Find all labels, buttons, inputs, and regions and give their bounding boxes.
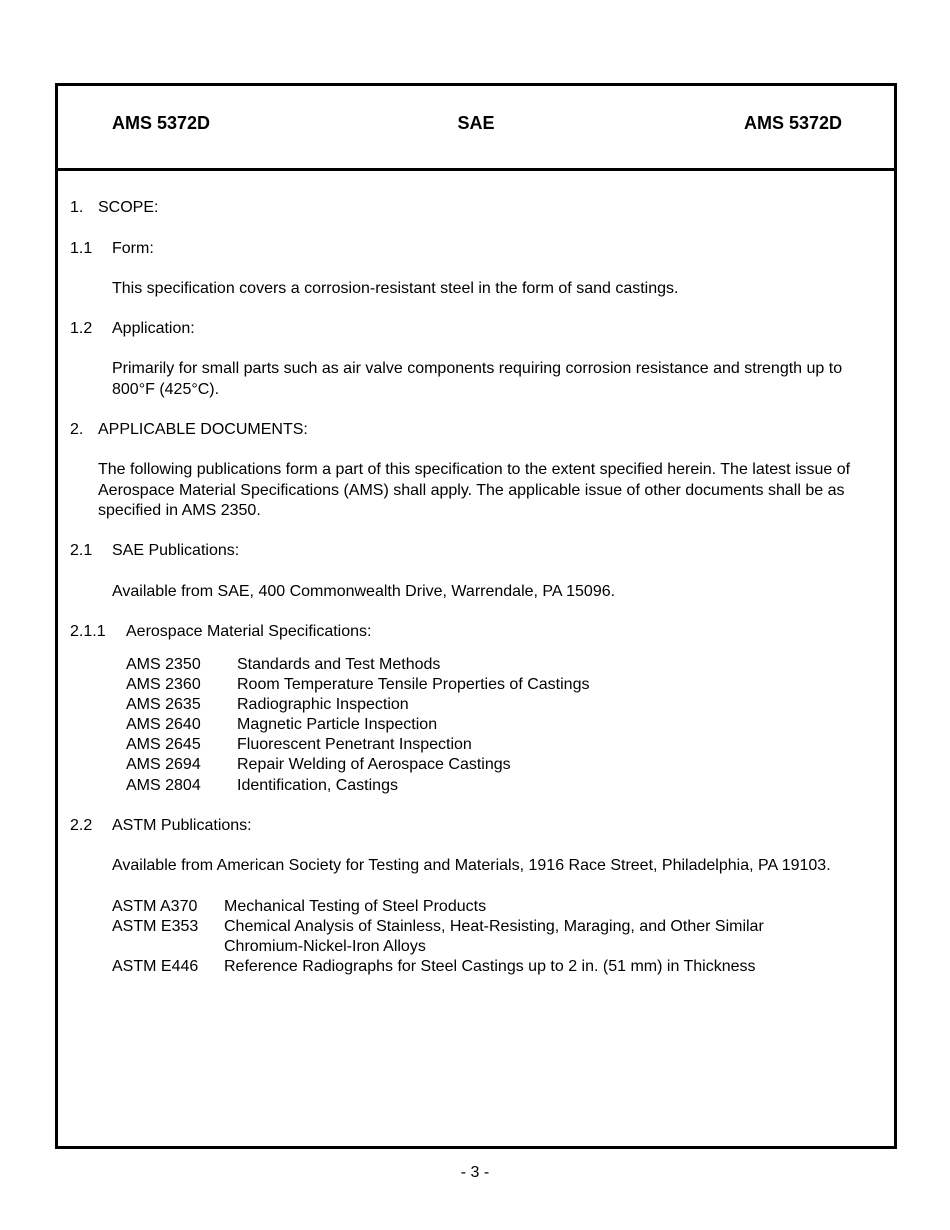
- header-doc-number-left: AMS 5372D: [112, 113, 211, 133]
- doc-title: Mechanical Testing of Steel Products: [224, 898, 487, 915]
- doc-code: AMS 2694: [126, 756, 201, 773]
- paragraph: Primarily for small parts such as air valve components requiring corrosion resistance and strength up to 800°F (425°C).: [112, 360, 843, 398]
- doc-title: Magnetic Particle Inspection: [237, 716, 438, 733]
- subsection-number: 1.1: [70, 240, 93, 257]
- doc-title: Fluorescent Penetrant Inspection: [237, 736, 472, 753]
- doc-title: Identification, Castings: [237, 777, 398, 794]
- header-doc-number-right: AMS 5372D: [743, 113, 842, 133]
- section-number: 2.: [70, 421, 84, 438]
- doc-code: AMS 2360: [126, 676, 201, 693]
- subsection-number: 2.1.1: [70, 623, 106, 640]
- doc-code: AMS 2804: [126, 777, 201, 794]
- doc-code: AMS 2645: [126, 736, 201, 753]
- doc-code: AMS 2635: [126, 696, 201, 713]
- paragraph: Available from American Society for Testing and Materials, 1916 Race Street, Philadelphia, PA 19103.: [112, 857, 831, 874]
- section-heading: APPLICABLE DOCUMENTS:: [98, 421, 308, 438]
- page-frame: [55, 83, 897, 1149]
- subsection-title: Aerospace Material Specifications:: [126, 623, 372, 640]
- doc-title: Standards and Test Methods: [237, 656, 441, 673]
- subsection-number: 1.2: [70, 320, 93, 337]
- doc-code: AMS 2350: [126, 656, 201, 673]
- section-heading: SCOPE:: [98, 199, 159, 216]
- doc-code: ASTM E446: [112, 958, 199, 975]
- doc-code: AMS 2640: [126, 716, 201, 733]
- doc-title: Radiographic Inspection: [237, 696, 409, 713]
- subsection-number: 2.1: [70, 542, 93, 559]
- doc-title: Room Temperature Tensile Properties of Castings: [237, 676, 590, 693]
- subsection-title: Application:: [112, 320, 195, 337]
- subsection-title: ASTM Publications:: [112, 817, 252, 834]
- doc-code: ASTM E353: [112, 918, 199, 935]
- doc-title: Chemical Analysis of Stainless, Heat-Resisting, Maraging, and Other Similar: [224, 918, 764, 935]
- doc-title-continued: Chromium-Nickel-Iron Alloys: [224, 938, 426, 955]
- doc-title: Reference Radiographs for Steel Castings up to 2 in. (51 mm) in Thickness: [224, 958, 756, 975]
- header-org: SAE: [457, 113, 495, 133]
- subsection-title: Form:: [112, 240, 154, 257]
- subsection-title: SAE Publications:: [112, 542, 240, 559]
- paragraph: Available from SAE, 400 Commonwealth Drive, Warrendale, PA 15096.: [112, 583, 616, 600]
- doc-title: Repair Welding of Aerospace Castings: [237, 756, 511, 773]
- page-number: - 3 -: [460, 1164, 490, 1181]
- paragraph: This specification covers a corrosion-resistant steel in the form of sand castings.: [112, 280, 679, 297]
- section-number: 1.: [70, 199, 84, 216]
- subsection-number: 2.2: [70, 817, 93, 834]
- document-header: [58, 86, 894, 171]
- doc-code: ASTM A370: [112, 898, 198, 915]
- paragraph: The following publications form a part of this specification to the extent specified herein. The latest issue of Aerospace Material Specifications (AMS) shall apply. The applicable issue of other documents shall be as specified in AMS 2350.: [98, 461, 851, 519]
